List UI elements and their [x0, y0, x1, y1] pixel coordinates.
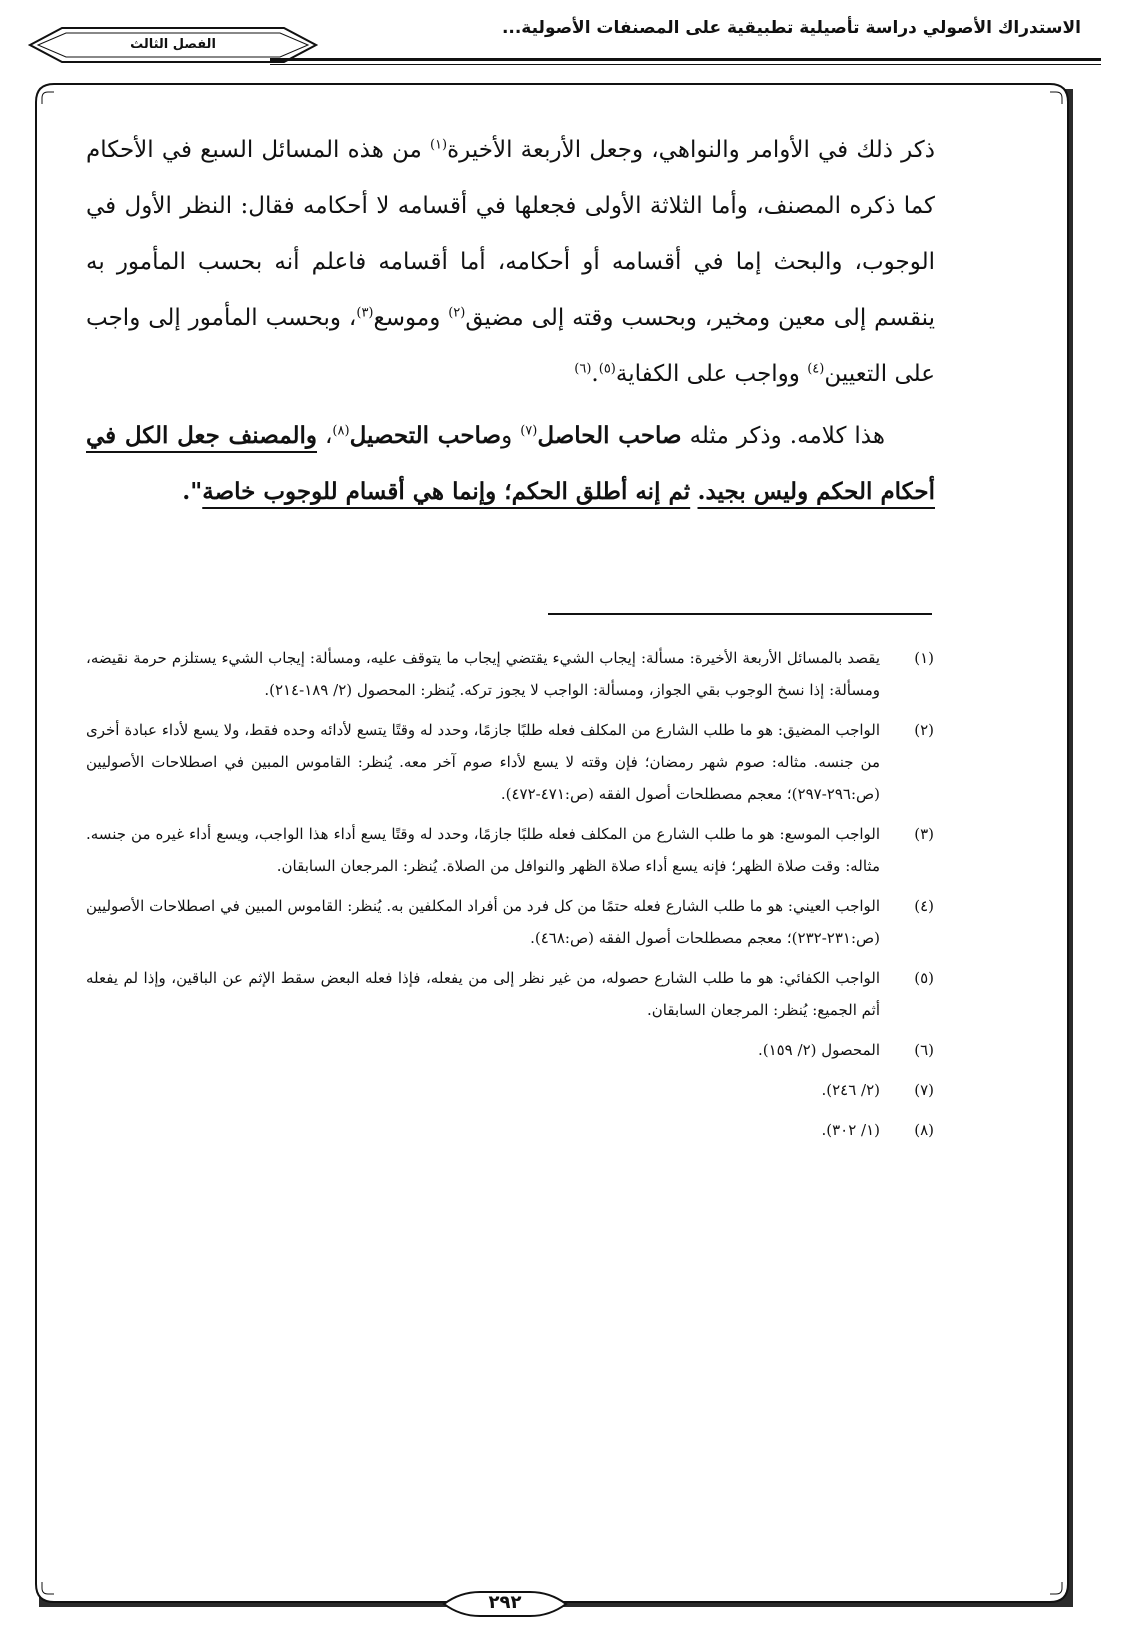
closing-quote: ". — [182, 478, 203, 505]
text-run: ، وبحسب المأمور إلى واجب على التعيين — [86, 305, 935, 387]
page-number: ٢٩٢ — [488, 1592, 522, 1613]
footnote-number: (٨) — [914, 1121, 934, 1139]
footnote — [86, 1114, 934, 1146]
header-rule-thin — [270, 64, 1101, 65]
footnote-text: (١/ ٣٠٢). — [821, 1121, 880, 1139]
main-text — [86, 122, 935, 520]
footnote-text: الواجب الكفائي: هو ما طلب الشارع حصوله، من غير نظر إلى من يفعله، فإذا فعله البعض سقط الإثم عن الباقين، وإذا لم يفعله أثم الجميع: يُنظر: المرجعان السابقان. — [86, 969, 880, 1019]
text-run: من هذه المسائل السبع في الأحكام كما ذكره المصنف، وأما الثلاثة الأولى فجعلها في أقسامه لا أحكامه فقال: النظر الأول في الوجوب، والبحث إما في أقسامه أو أحكامه، أما أقسامه فاعلم أنه بحسب المأمور به ينقسم إلى معين ومخير، وبحسب وقته إلى مضيق — [86, 137, 935, 331]
text-run: وموسع — [373, 305, 449, 331]
footnote-number: (٧) — [914, 1081, 934, 1099]
footnote-number: (٢) — [914, 721, 934, 739]
footnote-ref-7: (٧) — [520, 423, 538, 439]
footnote-ref-6: (٦) — [574, 361, 592, 377]
footnote-number: (٦) — [914, 1041, 934, 1059]
text-run: وواجب على الكفاية — [615, 361, 808, 387]
footnote — [86, 642, 934, 706]
footnote-text: الواجب الموسع: هو ما طلب الشارع من المكلف فعله طلبًا جازمًا، وحدد له وقتًا يسع أداء هذا الواجب، ويسع أداء غيره من جنسه. مثاله: وقت صلاة الظهر؛ فإنه يسع أداء صلاة الظهر والنوافل من الصلاة. يُنظر: المرجعان السابقان. — [86, 825, 880, 875]
footnote-text: (٢/ ٢٤٦). — [821, 1081, 880, 1099]
bold-term: صاحب التحصيل — [349, 422, 502, 449]
footnote-ref-4: (٤) — [807, 361, 825, 377]
footnote-number: (٤) — [914, 897, 934, 915]
text-run: ذكر ذلك في الأوامر والنواهي، وجعل الأربعة الأخيرة — [447, 137, 935, 163]
underlined-text: والمصنف جعل الكل في أحكام الحكم وليس بجيد. — [86, 422, 935, 505]
footnote-text: الواجب العيني: هو ما طلب الشارع فعله حتمًا من كل فرد من أفراد المكلفين به. يُنظر: القاموس المبين في اصطلاحات الأصوليين (ص:٢٣١-٢٣٢)؛ معجم مصطلحات أصول الفقه (ص:٤٦٨). — [86, 897, 880, 947]
footnote-ref-1: (١) — [429, 137, 448, 153]
footnote-text: الواجب المضيق: هو ما طلب الشارع من المكلف فعله طلبًا جازمًا، وحدد له وقتًا يتسع لأدائه وحده فقط، ولا يسع لأداء عبادة أخرى من جنسه. مثاله: صوم شهر رمضان؛ فإن وقته لا يسع لأداء صوم آخر معه. يُنظر: القاموس المبين في اصطلاحات الأصوليين (ص:٢٩٦-٢٩٧)؛ معجم مصطلحات أصول الفقه (ص:٤٧١-٤٧٢). — [86, 721, 880, 803]
footnote-text: يقصد بالمسائل الأربعة الأخيرة: مسألة: إيجاب الشيء يقتضي إيجاب ما يتوقف عليه، ومسألة: إيجاب الشيء يستلزم حرمة نقيضه، ومسألة: إذا نسخ الوجوب بقي الجواز، ومسألة: الواجب لا يجوز تركه. يُنظر: المحصول (٢/ ١٨٩-٢١٤). — [86, 649, 880, 699]
footnote-number: (١) — [914, 649, 934, 667]
book-title: الاستدراك الأصولي دراسة تأصيلية تطبيقية على المصنفات الأصولية... — [501, 18, 1081, 38]
paragraph-2 — [86, 408, 935, 520]
text-run: و — [501, 423, 521, 449]
footnote — [86, 714, 934, 810]
footnote — [86, 818, 934, 882]
footnote-number: (٣) — [914, 825, 934, 843]
footnote-ref-3: (٣) — [356, 305, 374, 321]
footnote-separator — [548, 613, 932, 615]
footnote — [86, 962, 934, 1026]
underlined-text: ثم إنه أطلق الحكم؛ وإنما هي أقسام للوجوب خاصة — [202, 478, 691, 505]
text-run: هذا كلامه. وذكر مثله — [681, 423, 885, 449]
footnote-ref-8: (٨) — [332, 423, 350, 439]
footnote — [86, 1074, 934, 1106]
footnote-text: المحصول (٢/ ١٥٩). — [757, 1041, 880, 1059]
footnote — [86, 1034, 934, 1066]
header-rule — [270, 58, 1101, 61]
text-run: ، — [317, 423, 333, 449]
chapter-label: الفصل الثالث — [130, 37, 216, 52]
text-run — [690, 479, 697, 505]
text-run: . — [591, 361, 599, 387]
footnote-ref-5: (٥) — [598, 361, 616, 377]
footnote-ref-2: (٢) — [448, 305, 466, 321]
footnote-number: (٥) — [914, 969, 934, 987]
bold-term: صاحب الحاصل — [537, 422, 682, 449]
footnotes — [86, 642, 934, 1154]
footnote — [86, 890, 934, 954]
paragraph-1 — [86, 122, 935, 402]
